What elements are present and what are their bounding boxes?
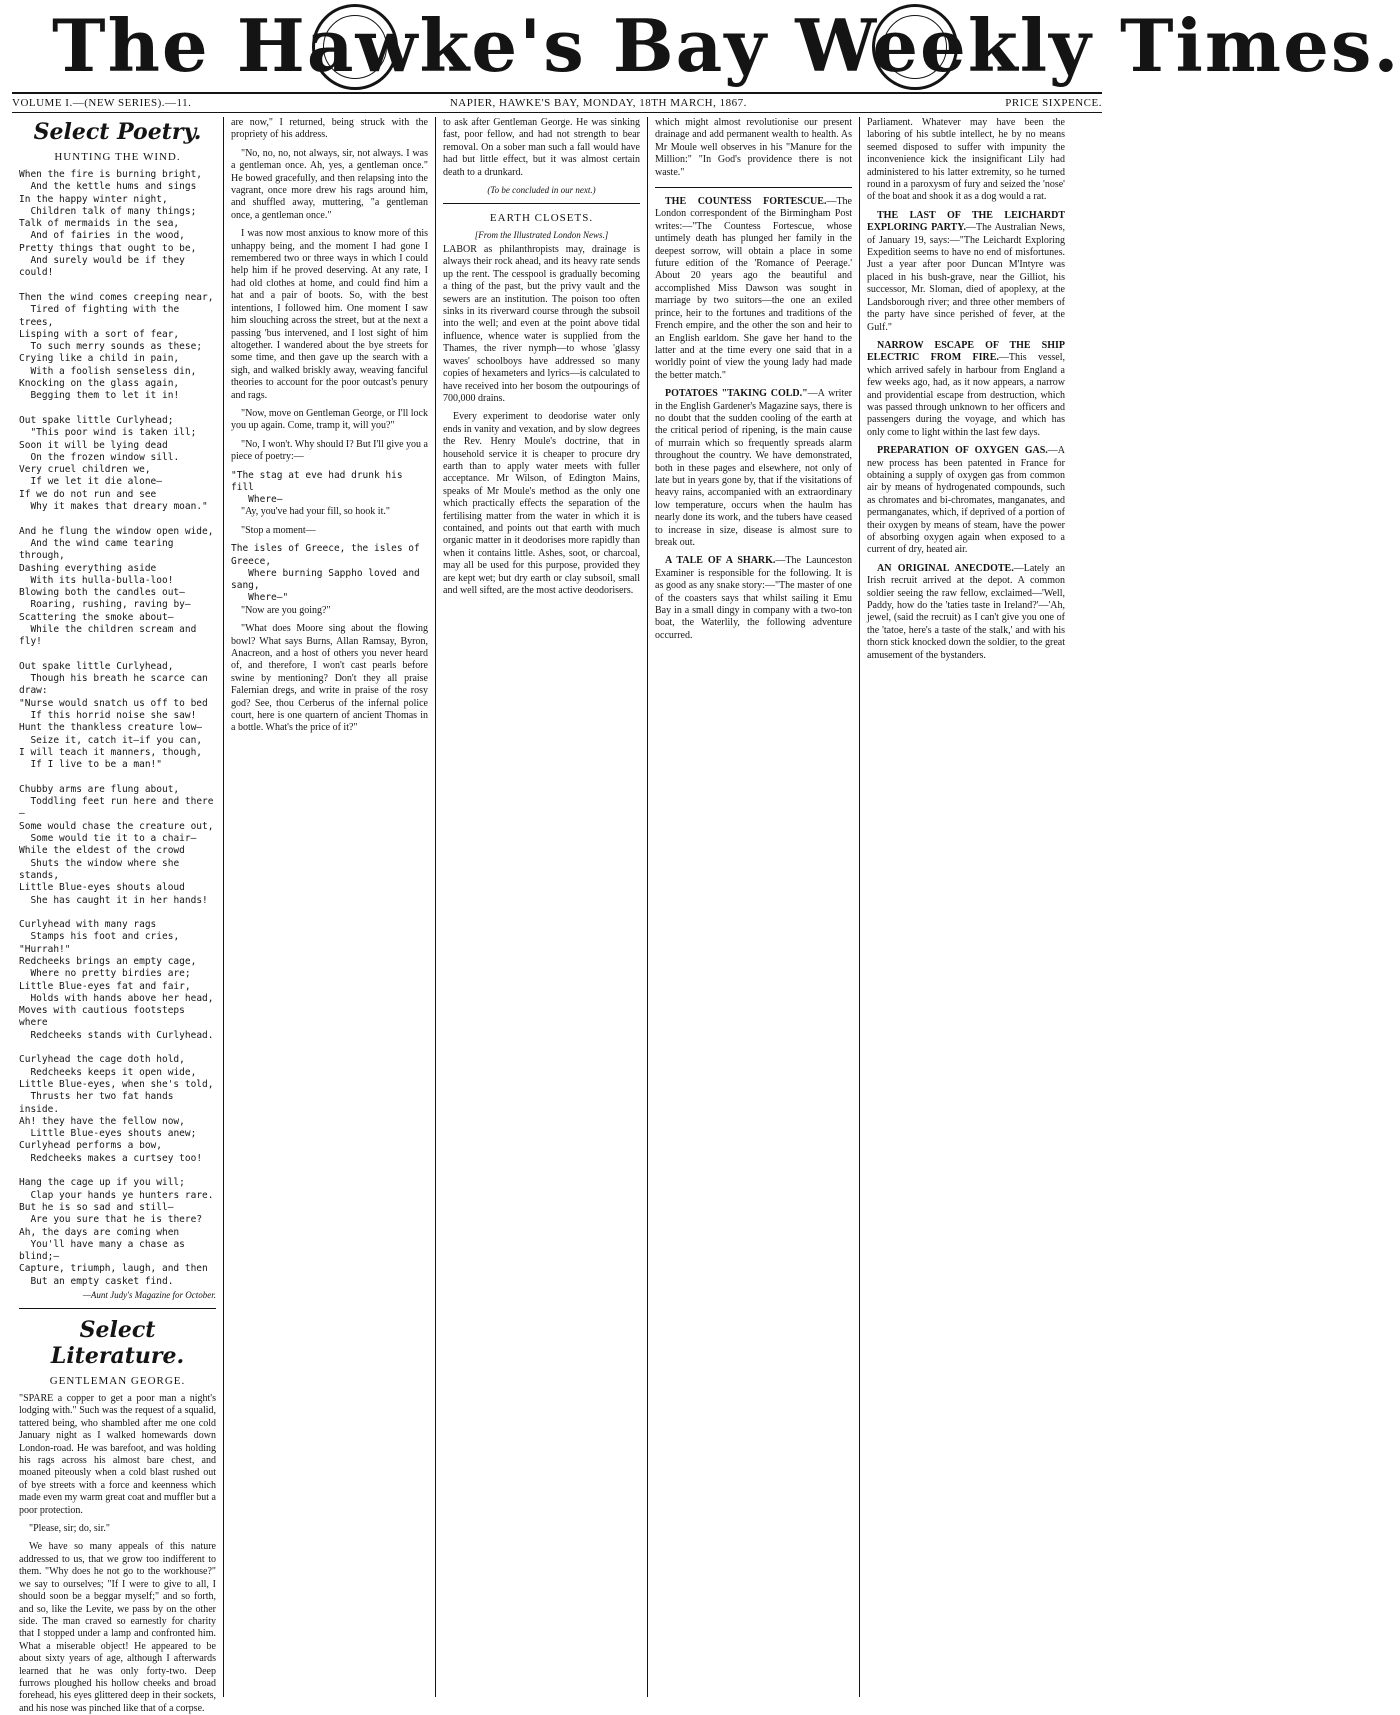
news-item — [655, 196, 852, 382]
seal-stamp — [312, 4, 398, 90]
column-3 — [436, 117, 648, 1697]
divider — [19, 1308, 216, 1309]
article-paragraph: "Now are you going?" — [241, 604, 331, 616]
news-item — [867, 563, 1065, 662]
place-and-date: NAPIER, HAWKE'S BAY, MONDAY, 18TH MARCH, 1867. — [449, 97, 747, 109]
divider — [443, 203, 640, 204]
columns — [12, 117, 1102, 1714]
section-heading: Select Poetry. — [33, 119, 202, 145]
quoted-verse: The isles of Greece, the isles of Greece, Where burning Sappho loved and sang, Where—" — [231, 543, 420, 604]
news-item-heading: THE COUNTESS FORTESCUE. — [665, 196, 827, 208]
article-paragraph: We have so many appeals of this nature addressed to us, that we grow too indifferent to them. "Why does he not go to the workhouse?" we say to ourselves; "If I were to give to all, I should soon be a beggar myself;" and so forth, and so, like the Levite, we pass by on the other side. The man craved so earnestly for charity that I stopped under a lamp and confronted him. What a miserable object! He appeared to be about sixty years of age, although I afterwards learned that he was only forty-two. Deep furrows ploughed his hollow cheeks and broad forehead, his eyes glittered deep in their sockets, and his nose was pinched like that of a corpse. — [19, 1541, 216, 1714]
news-item — [655, 555, 852, 642]
column-2 — [224, 117, 436, 1697]
masthead — [12, 0, 1400, 94]
article-paragraph: are now," I returned, being struck with the propriety of his address. — [231, 117, 428, 141]
article-paragraph: "No, no, no, not always, sir, not always. I was a gentleman once. Ah, yes, a gentleman once." He bowed gracefully, and then relapsing into the vagrant, once more drew his rags around him, and shuffled away, muttering, "a gentleman once, a gentleman once." — [231, 147, 428, 221]
news-item — [867, 210, 1065, 334]
column-5 — [860, 117, 1072, 1697]
news-item — [867, 340, 1065, 439]
section-heading: Select Literature. — [50, 1317, 185, 1370]
article-paragraph: "What does Moore sing about the flowing bowl? What says Burns, Allan Ramsay, Byron, Anacreon, and a host of others you never heard of, and therefore, I won't cast pearls before swine by mentioning? Don't they all praise Falernian dregs, and write in praise of the rosy god? See, thou Cerberus of the infernal police court, here is one quartern of ancient Thomas in a bottle. What's the price of it?" — [231, 623, 428, 734]
article-paragraph: "Now, move on Gentleman George, or I'll lock you up again. Come, tramp it, will you?" — [231, 407, 428, 432]
news-item-body: —This vessel, which arrived safely in harbour from England a few weeks ago, had, as it now appears, a narrow and providential escape from destruction, which was passed through unknown to her officers and passengers during the voyage, and which has only come to light within the last few days. — [867, 352, 1065, 438]
seal-stamp — [872, 4, 958, 90]
price: PRICE SIXPENCE. — [1005, 97, 1102, 109]
article-paragraph: Parliament. Whatever may have been the laboring of his subtle intellect, he by no means seemed disposed to suffer with impunity the inconvenience kick the insignificant Lily had administered to his latter extremity, so he turned round in a paroxysm of fury and seized the 'nose' of the boat and shook it as a dog would a rat. — [867, 117, 1065, 203]
poem-text: When the fire is burning bright, And the kettle hums and sings In the happy winter night, Children talk of many things; Talk of mermaids in the sea, And of fairies in the wood, Pretty things that ought to be, And surely would be if they could! Then the wind comes creeping near, Tired of fighting with the trees, Lisping with a sort of fear, To such merry sounds as these; Crying like a child in pain, With a foolish senseless din, Knocking on the glass again, Begging them to let it in! Out spake little Curlyhead; "This poor wind is taken ill; Soon it will be lying dead On the frozen window sill. Very cruel children we, If we let it die alone— If we do not run and see Why it makes that dreary moan." And he flung the window open wide, And the wind came tearing through, Dashing everything aside With its hulla-bulla-loo! Blowing both the candles out— Roaring, rushing, raving by— Scattering the smoke about— While the children scream and fly! Out spake little Curlyhead, Though his breath he scarce can draw: "Nurse would snatch us off to bed If this horrid noise she saw! Hunt the thankless creature low— Seize it, catch it—if you can, I will teach it manners, though, If I live to be a man!" Chubby arms are flung about, Toddling feet run here and there— Some would chase the creature out, Some would tie it to a chair— While the eldest of the crowd Shuts the window where she stands, Little Blue-eyes shouts aloud She has caught it in her hands! Curlyhead with many rags Stamps his foot and cries, "Hurrah!" Redcheeks brings an empty cage, Where no pretty birdies are; Little Blue-eyes fat and fair, Holds with hands above her head, Moves with cautious footsteps where Redcheeks stands with Curlyhead. Curlyhead the cage doth hold, Redcheeks keeps it open wide, Little Blue-eyes, when she's told, Thrusts her two fat hands inside. Ah! they have the fellow now, Little Blue-eyes shouts anew; Curlyhead performs a bow, Redcheeks makes a curtsey too! Hang the cage up if you will; Clap your hands ye hunters rare. But he is so sad and still— Are you sure that he is there? Ah, the days are coming when You'll have many a chase as blind;— Capture, triumph, laugh, and then But an empty casket find. — [19, 169, 214, 1287]
article-paragraph: to ask after Gentleman George. He was sinking fast, poor fellow, and had not strength to bear removal. On a sober man such a fall would have had but little effect, but it was almost certain death to a drunkard. — [443, 117, 640, 178]
news-item-body: —A new process has been patented in France for obtaining a supply of oxygen gas from common air by means of hydrogenated compounds, such as chromates and bi-chromates, manganates, and permanganates, which, if deprived of a portion of their oxygen by means of steam, have the power of absorbing oxygen again when exposed to a current of dry, heated air. — [867, 445, 1065, 556]
news-item-heading: AN ORIGINAL ANECDOTE. — [877, 562, 1014, 574]
dateline — [12, 94, 1102, 113]
column-4 — [648, 117, 860, 1697]
article-source: [From the Illustrated London News.] — [474, 230, 609, 241]
article-paragraph: which might almost revolutionise our present drainage and add permanent wealth to health. As Mr Moule well observes in his "Manure for the Million:" "In God's providence there is not waste." — [655, 117, 852, 178]
continued-note: (To be concluded in our next.) — [487, 185, 596, 196]
article-paragraph: "Stop a moment— — [241, 524, 316, 536]
news-item — [655, 388, 852, 549]
volume-number: VOLUME I.—(NEW SERIES).—11. — [12, 97, 192, 109]
article-paragraph: "No, I won't. Why should I? But I'll give you a piece of poetry:— — [231, 438, 428, 463]
article-title: GENTLEMAN GEORGE. — [49, 1375, 186, 1388]
news-item-body: —A writer in the English Gardener's Magazine says, there is no doubt that the sudden cooling of the earth at the critical period of ripening, is the main cause of murrain which so frequently spreads alarm throughout the country. We have demonstrated, both in these pages and elsewhere, not only of late but in years gone by, that if the visitations of heavy rains, accompanied with an extraordinary low temperature, occurs when the haulm has nearly done its work, and the tubers have ceased to increase in size, disease is almost sure to break out. — [655, 388, 852, 548]
news-item-body: —The Australian News, of January 19, says:—"The Leichardt Exploring Expedition seems to have no end of misfortunes. Just a year after poor Duncan M'Intyre was placed in his bush-grave, near the Gilliot, his successor, Mr. Sloman, died of apoplexy, at the Landsborough river; and three other members of the party have since perished of fever, at the Gulf." — [867, 222, 1065, 333]
poem-title: HUNTING THE WIND. — [54, 151, 181, 163]
news-item-body: —Lately an Irish recruit arrived at the depot. A common soldier seeing the raw fellow, exclaimed—'Well, Paddy, how do the 'taties taste in Ireland?'—'Ah, jewel, (said the recruit) as I can't give you one of the 'tatoe, here's a taste of the stalk,' and with his thorn stick knocked down the soldier, to the great amusement of the bystanders. — [867, 562, 1065, 661]
article-paragraph: Every experiment to deodorise water only ends in vanity and vexation, and by slow degrees the Rev. Henry Moule's doctrine, that in household service it is cheaper to procure dry earth than to apply water meets with fuller acceptance. Mr Wilson, of Edington Mains, speaks of Mr Moule's method as the only one which practically effects the separation of the fertilising matter from the water in which it is contained, and points out that earth with much organic matter in it deodorises more rapidly than when it contains little. Ashes, soot, or charcoal, may all be used for this purpose, provided they are kept wet; but dry earth or clay subsoil, small and well sifted, are the most active deodorisers. — [443, 411, 640, 596]
news-item-body: —The London correspondent of the Birmingham Post writes:—"The Countess Fortescue, whose untimely death has plunged her family in the deepest sorrow, will obtain a place in some future edition of the 'Romance of Peerage.' About 20 years ago the beautiful and accomplished Miss Dawson was sought in marriage by two suitors—the one an exiled prince, heir to the fortunes and traditions of the French empire, and the other the son and heir to an English earldom. She gave her hand to the latter and at the time every one said that in a worldly point of view the young lady had made the better match." — [655, 196, 852, 381]
news-item-heading: NARROW ESCAPE OF THE SHIP ELECTRIC FROM FIRE. — [867, 339, 1065, 364]
quoted-verse: "The stag at eve had drunk his fill Where— — [231, 469, 403, 506]
column-1 — [12, 117, 224, 1714]
article-paragraph: "Ay, you've had your fill, so hook it." — [241, 506, 390, 518]
article-paragraph: "Please, sir; do, sir." — [29, 1523, 110, 1535]
article-paragraph: LABOR as philanthropists may, drainage is always their rock ahead, and its heavy rate sends up the rent. The cesspool is gradually becoming a thing of the past, but the privy vault and the sewers are an institution. The poison too often sinks in its riverward course through the subsoil into the well; and even at the point above tidal influence, whence water is supplied from the Thames, the river nymph—to whose 'glassy waves' schoolboys have addressed so many copies of hexameters and lyrics—is calculated to have received into her bosom the outpourings of 700,000 drains. — [443, 244, 640, 404]
news-item-body: —The Launceston Examiner is responsible for the following. It is as good as any snake story:—"The master of one of the coasters says that whilst sailing it Emu Bay in a small dingy in company with a two-ton boat, the Waterlily, the following adventure occurred. — [655, 555, 852, 641]
article-title: EARTH CLOSETS. — [489, 212, 594, 225]
news-item-heading: POTATOES "TAKING COLD." — [665, 388, 808, 400]
poem-source: —Aunt Judy's Magazine for October. — [82, 1290, 216, 1301]
news-item-heading: THE LAST OF THE LEICHARDT EXPLORING PARTY. — [867, 209, 1065, 234]
news-item-heading: PREPARATION OF OXYGEN GAS. — [877, 445, 1048, 457]
article-paragraph: I was now most anxious to know more of this unhappy being, and the moment I had gone I remembered two or three ways in which I could help him if he proved deserving. At any rate, I had old clothes at home, and could find him a hat and a pair of boots. So, with the best intentions, I followed him. One moment I saw him slouching across the street, but at the next a passing 'bus intervened, and I lost sight of him altogether. I wandered about the bye streets for some time, and then gave up the search with a sigh, and walked briskly away, weaving fanciful theories to account for the poor outcast's penury and rags. — [231, 228, 428, 401]
article-paragraph: "SPARE a copper to get a poor man a night's lodging with." Such was the request of a squalid, tattered being, who shambled after me one cold January night as I walked homewards down London-road. He was barefoot, and was holding his rags across his almost bare chest, and moaned piteously when a cold blast rushed out of bye streets with a force and keenness which made even my warm great coat and muffler but a poor protection. — [19, 1393, 216, 1516]
divider — [655, 187, 852, 188]
news-item-heading: A TALE OF A SHARK. — [665, 555, 776, 567]
news-item — [867, 445, 1065, 557]
newspaper-title: The Hawke's Bay Weekly Times. — [52, 3, 1400, 88]
